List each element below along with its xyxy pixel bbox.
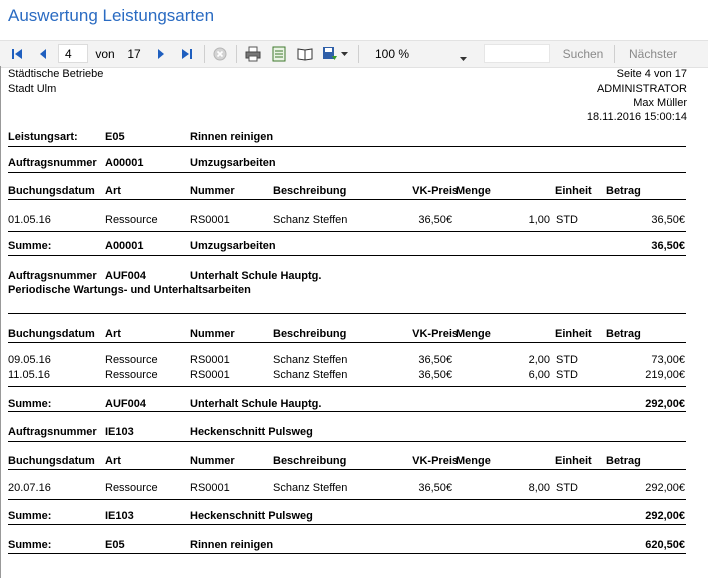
toolbar-separator [236, 45, 237, 63]
zoom-value: 100 % [375, 46, 410, 61]
stop-icon[interactable] [211, 45, 229, 63]
cell-einheit: STD [556, 214, 578, 226]
leistungsart-label: Leistungsart: [8, 131, 78, 143]
column-header: Beschreibung [273, 328, 347, 340]
cell-beschreibung: Schanz Steffen [273, 354, 348, 366]
column-header: Einheit [555, 185, 592, 197]
divider [8, 524, 686, 525]
cell-betrag: 73,00€ [651, 354, 685, 366]
cell-nummer: RS0001 [190, 214, 230, 226]
user-name: Max Müller [633, 97, 687, 109]
sum-order-name: Umzugsarbeiten [190, 240, 276, 252]
divider [8, 313, 686, 314]
column-header: Betrag [606, 185, 641, 197]
cell-menge: 1,00 [528, 214, 550, 226]
divider [8, 172, 686, 173]
sum-order-number: IE103 [105, 510, 134, 522]
export-dropdown-icon[interactable] [339, 45, 349, 63]
cell-nummer: RS0001 [190, 354, 230, 366]
column-header: Nummer [190, 328, 235, 340]
order-label: Auftragsnummer [8, 426, 97, 438]
of-label: von [95, 47, 115, 61]
column-header: Betrag [606, 328, 641, 340]
cell-art: Ressource [105, 482, 158, 494]
order-number: AUF004 [105, 270, 146, 282]
report-page [0, 66, 708, 578]
cell-vk-preis: 36,50€ [418, 354, 452, 366]
column-header: Menge [456, 455, 491, 467]
previous-page-icon[interactable] [34, 45, 52, 63]
export-icon[interactable] [321, 45, 339, 63]
page-setup-icon[interactable] [296, 45, 314, 63]
sum-label: Summe: [8, 510, 52, 522]
cell-date: 09.05.16 [8, 354, 51, 366]
leistungsart-name: Rinnen reinigen [190, 131, 274, 143]
toolbar-separator [358, 45, 359, 63]
cell-art: Ressource [105, 354, 158, 366]
order-label: Auftragsnummer [8, 270, 97, 282]
cell-einheit: STD [556, 482, 578, 494]
report-title: Auswertung Leistungsarten [8, 6, 215, 25]
zoom-select[interactable] [368, 44, 474, 63]
order-name: Umzugsarbeiten [190, 157, 276, 169]
cell-date: 20.07.16 [8, 482, 51, 494]
order-subtitle: Periodische Wartungs- und Unterhaltsarbeiten [8, 284, 251, 296]
cell-beschreibung: Schanz Steffen [273, 214, 348, 226]
column-header: Nummer [190, 185, 235, 197]
divider [8, 553, 686, 554]
sum-total: 292,00€ [645, 510, 685, 522]
user-role: ADMINISTRATOR [596, 83, 687, 95]
org-name-1: Städtische Betriebe [8, 68, 104, 80]
org-name-2: Stadt Ulm [8, 83, 57, 95]
divider [8, 386, 686, 387]
column-header: Menge [456, 328, 491, 340]
report-toolbar [0, 40, 708, 68]
column-header: Art [105, 185, 121, 197]
column-header: Nummer [190, 455, 235, 467]
column-header: VK-Preis [412, 455, 458, 467]
sum-order-name: Heckenschnitt Pulsweg [190, 510, 313, 522]
column-header: Art [105, 328, 121, 340]
chevron-down-icon [460, 51, 467, 65]
column-header: Menge [456, 185, 491, 197]
sum-label: Summe: [8, 398, 52, 410]
cell-betrag: 219,00€ [645, 369, 685, 381]
divider [8, 411, 686, 412]
cell-einheit: STD [556, 369, 578, 381]
toolbar-separator [614, 45, 615, 63]
cell-art: Ressource [105, 369, 158, 381]
print-datetime: 18.11.2016 15:00:14 [586, 111, 687, 123]
order-number: A00001 [105, 157, 144, 169]
divider [8, 146, 686, 147]
cell-einheit: STD [556, 354, 578, 366]
divider [8, 441, 686, 442]
cell-menge: 8,00 [528, 482, 550, 494]
search-input[interactable] [484, 44, 550, 63]
divider [8, 469, 686, 470]
cell-vk-preis: 36,50€ [418, 482, 452, 494]
cell-art: Ressource [105, 214, 158, 226]
column-header: Buchungsdatum [8, 455, 95, 467]
grand-sum-code: E05 [105, 539, 125, 551]
column-header: Buchungsdatum [8, 328, 95, 340]
page-info: Seite 4 von 17 [616, 68, 687, 80]
cell-beschreibung: Schanz Steffen [273, 482, 348, 494]
cell-nummer: RS0001 [190, 482, 230, 494]
grand-sum-label: Summe: [8, 539, 52, 551]
print-icon[interactable] [244, 45, 262, 63]
cell-betrag: 292,00€ [645, 482, 685, 494]
divider [8, 499, 686, 500]
order-name: Unterhalt Schule Hauptg. [190, 270, 322, 282]
column-header: VK-Preis [412, 185, 458, 197]
sum-order-name: Unterhalt Schule Hauptg. [190, 398, 322, 410]
column-header: VK-Preis [412, 328, 458, 340]
column-header: Beschreibung [273, 455, 347, 467]
column-header: Art [105, 455, 121, 467]
cell-betrag: 36,50€ [651, 214, 685, 226]
cell-menge: 2,00 [528, 354, 550, 366]
sum-order-number: AUF004 [105, 398, 146, 410]
last-page-icon[interactable] [178, 45, 196, 63]
column-header: Einheit [555, 455, 592, 467]
cell-vk-preis: 36,50€ [418, 369, 452, 381]
cell-date: 01.05.16 [8, 214, 51, 226]
sum-label: Summe: [8, 240, 52, 252]
divider [8, 199, 686, 200]
column-header: Beschreibung [273, 185, 347, 197]
cell-date: 11.05.16 [8, 369, 51, 381]
print-layout-icon[interactable] [270, 45, 288, 63]
next-page-icon[interactable] [152, 45, 170, 63]
divider [8, 231, 686, 232]
divider [8, 342, 686, 343]
cell-nummer: RS0001 [190, 369, 230, 381]
sum-total: 36,50€ [651, 240, 685, 252]
sum-order-number: A00001 [105, 240, 144, 252]
first-page-icon[interactable] [8, 45, 26, 63]
divider [8, 255, 686, 256]
toolbar-separator [204, 45, 205, 63]
cell-vk-preis: 36,50€ [418, 214, 452, 226]
leistungsart-code: E05 [105, 131, 125, 143]
column-header: Buchungsdatum [8, 185, 95, 197]
order-number: IE103 [105, 426, 134, 438]
page-number-input[interactable]: 4 [58, 44, 88, 63]
order-label: Auftragsnummer [8, 157, 97, 169]
grand-sum-name: Rinnen reinigen [190, 539, 274, 551]
cell-menge: 6,00 [528, 369, 550, 381]
column-header: Betrag [606, 455, 641, 467]
cell-beschreibung: Schanz Steffen [273, 369, 348, 381]
next-match-button[interactable]: Nächster [628, 47, 678, 61]
sum-total: 292,00€ [645, 398, 685, 410]
total-pages: 17 [127, 47, 141, 61]
column-header: Einheit [555, 328, 592, 340]
search-button[interactable]: Suchen [562, 47, 604, 61]
grand-total: 620,50€ [645, 539, 685, 551]
order-name: Heckenschnitt Pulsweg [190, 426, 313, 438]
